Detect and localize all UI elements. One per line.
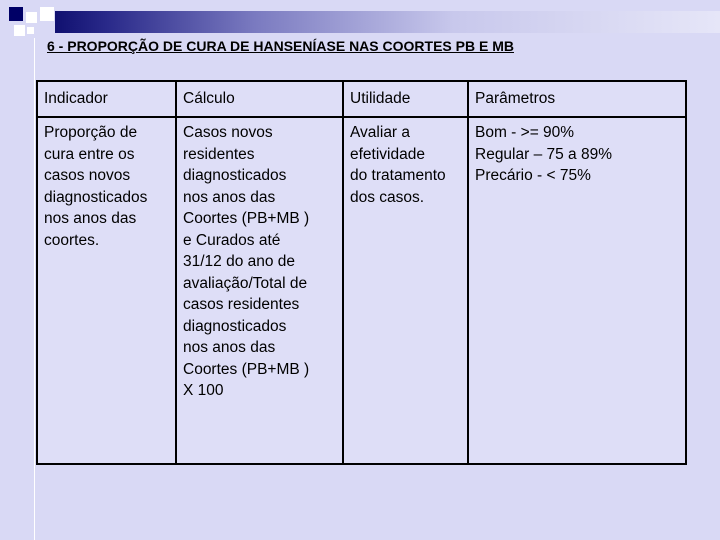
header-parametros: Parâmetros: [468, 81, 686, 117]
cell-text-line: nos anos das: [183, 339, 276, 356]
decor-square-white: [27, 27, 34, 34]
header-indicador: Indicador: [37, 81, 176, 117]
cell-text-line: Proporção de: [44, 124, 138, 141]
header-gradient-bar: [55, 11, 720, 33]
cell-text-line: casos residentes: [183, 296, 300, 313]
cell-text-line: casos novos: [44, 167, 131, 184]
table-header-row: [37, 81, 686, 117]
cell-text-line: residentes: [183, 145, 255, 163]
cell-text-line: Regular – 75 a 89%: [475, 145, 613, 163]
header-utilidade: Utilidade: [343, 81, 468, 117]
slide-title: 6 - PROPORÇÃO DE CURA DE HANSENÍASE NAS COORTES PB E MB: [47, 38, 514, 54]
cell-calculo: [176, 117, 343, 464]
cell-text-line: 31/12 do ano de: [183, 253, 296, 270]
cell-text-line: dos casos.: [350, 188, 425, 206]
table-row: [37, 117, 686, 464]
cell-text-line: efetividade: [350, 145, 425, 163]
cell-text-line: X 100: [183, 382, 224, 399]
decor-square-white: [26, 12, 37, 23]
decor-square-white: [14, 25, 25, 36]
cell-text-line: Coortes (PB+MB ): [183, 210, 310, 227]
decor-square-white: [40, 7, 54, 21]
cell-text-line: Avaliar a: [350, 124, 411, 141]
cell-text-line: diagnosticados: [44, 188, 148, 206]
cell-text-line: Casos novos: [183, 124, 273, 141]
cell-text-line: avaliação/Total de: [183, 274, 308, 292]
cell-text-line: diagnosticados: [183, 167, 287, 184]
cell-text-line: diagnosticados: [183, 317, 287, 335]
cell-text-line: Precário - < 75%: [475, 167, 591, 184]
cell-text-line: Coortes (PB+MB ): [183, 360, 310, 378]
cell-indicador: [37, 117, 176, 464]
decor-vertical-line: [34, 38, 35, 540]
cell-parametros: [468, 117, 686, 464]
header-calculo: Cálculo: [176, 81, 343, 117]
decor-square-navy: [9, 7, 23, 21]
cell-text-line: nos anos das: [44, 210, 137, 227]
cell-text-line: do tratamento: [350, 167, 446, 184]
cell-text-line: e Curados até: [183, 231, 281, 249]
cell-text-line: cura entre os: [44, 145, 135, 163]
indicator-table: [36, 80, 687, 465]
cell-text-line: coortes.: [44, 231, 100, 249]
cell-text-line: Bom - >= 90%: [475, 124, 575, 141]
cell-utilidade: [343, 117, 468, 464]
cell-text-line: nos anos das: [183, 188, 276, 206]
